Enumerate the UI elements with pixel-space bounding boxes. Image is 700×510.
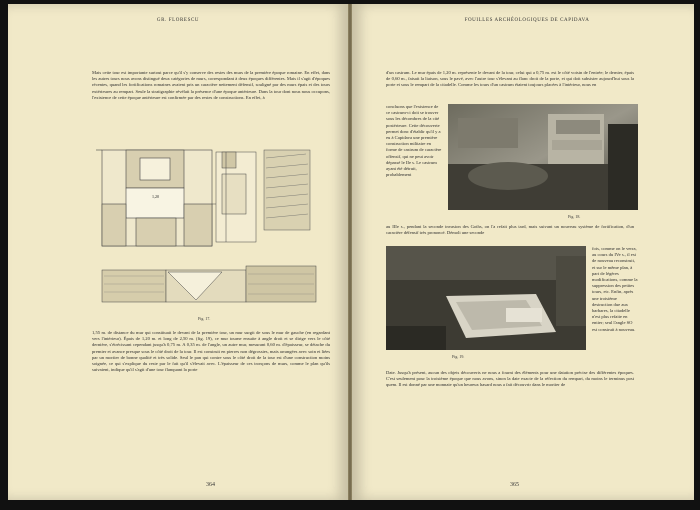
left-page-number: 364 (206, 482, 215, 488)
right-paragraph-side2-text: fois, comme on le verra, au cours du IVe s., il est de nouveau reconstruit, et sur le même plan, à part de légères modifications, comme la suppression des petites tours, etc. Enfin, après une troisième destruction due aux barbares, la citadelle n'est plus refaite en entier; seul l'angle SO est construit à nouveau. (592, 246, 638, 332)
left-page (8, 4, 348, 500)
plan-dimension-label: 1,20 (152, 194, 159, 199)
figure-17-caption: Fig. 17. (198, 316, 211, 321)
left-paragraph-top (92, 70, 330, 101)
right-paragraph-top (386, 70, 634, 89)
figure-18-photo (448, 104, 638, 210)
figure-19-caption: Fig. 19. (452, 354, 465, 359)
right-page-number: 365 (510, 482, 519, 488)
right-paragraph-mid-text: au IIIe s., pendant la seconde invasion des Goths, on l'a refait plus tard, mais suivant un nouveau système de fortification, d'un caractère défensif très prononcé. Démoli une seconde (386, 224, 634, 236)
right-paragraph-side2 (592, 246, 638, 333)
right-paragraph-top-text: d'un castrum. Le mur épais de 1,20 m. représente le devant de la tour, celui qui a 0,75 m. est le côté voisin de l'entrée; le dernier, épais de 0,60 m., faisait la liaison, sous le pavé, avec l'autre tour s'élevant au flanc droit de la porte, et qui doit subsister aujourd'hui sous la porte et sous le rempart de la citadelle. Comme les tours d'un castrum étaient toujours placées à l'intérieur, nous en (386, 70, 634, 88)
right-paragraph-side-text: concluons que l'existence de ce castrum-ci doit se trouver sous les décombres de la cité postérieure. Cette découverte permet donc d'établir qu'il y a eu à Capidava une première construction militaire en forme de castrum de caractère offensif, qui ne peut avoir dépassé le IIe s. Le castrum ayant été détruit, probablement (386, 104, 442, 178)
left-paragraph-bottom-text: 1,55 m. de distance du mur qui constituait le devant de la première tour, un mur surgit de sous le mur de gauche (en regardant vers l'intérieur). Épais de 1,20 m. et long de 2,50 m. (fig. 19), ce mur tourne ensuite à angle droit et se dirige vers le côté dernière, s'étrécissant cependant jusqu'à 0,75 m. A 0,35 m. de l'angle, un autre mur, mesurant 0,60 m. d'épaisseur, se détache du premier et avance presque sous le côté droit de la tour. Il est construit en pierres non dégrossies, mais arrangées avec soin et liées par un mortier de bonne qualité et très solide. Seul le pan qui contre sous le côté droit de la tour est d'une construction moins soignée, ce qui s'explique du reste par le fait qu'il s'élevait avec. L'épaisseur de ces tronçons de murs, comme le plan qu'ils suivaient, indique qu'il s'agit d'une tour flanquant la porte (92, 330, 330, 373)
architectural-plan-drawing (96, 144, 324, 312)
right-paragraph-bottom-text: Date. Jusqu'à présent, aucun des objets découverts ne nous a fourni des éléments pour une datation précise des différentes époques. C'est seulement pour la troisième époque que nous avons, sinon la date exacte de la réfection du rempart, du moins le terminus post quem. Il est donné par une monnaie qu'un heureux hasard nous a fait découvrir dans le mortier de (386, 370, 634, 388)
left-paragraph-top-text: Mais cette tour est importante surtout parce qu'il s'y conserve des restes des murs de la première époque romaine. En effet, dans les autres tours nous avons distingué deux catégories de murs, correspondant à deux époques différentes. Mais il s'agit d'époques récentes, quand les fortifications romaines avaient pris un caractère nettement défensif, souligné par des murs épais et des tours extérieures au rempart. Seule la stratigraphie révélait la présence d'une époque antérieure. Dans la tour dont nous nous occupons, l'existence de cette époque antérieure est confirmée par des restes de constructions. En effet, à (92, 70, 330, 100)
right-paragraph-side (386, 104, 442, 178)
right-running-header: FOUILLES ARCHÉOLOGIQUES DE CAPIDAVA (464, 18, 590, 23)
right-page (352, 4, 694, 500)
left-paragraph-bottom (92, 330, 330, 373)
right-paragraph-mid (386, 224, 634, 236)
figure-18-caption: Fig. 18. (568, 214, 581, 219)
right-paragraph-bottom (386, 370, 634, 389)
left-running-header: GR. FLORESCU (156, 18, 200, 23)
figure-19-photo (386, 246, 586, 350)
